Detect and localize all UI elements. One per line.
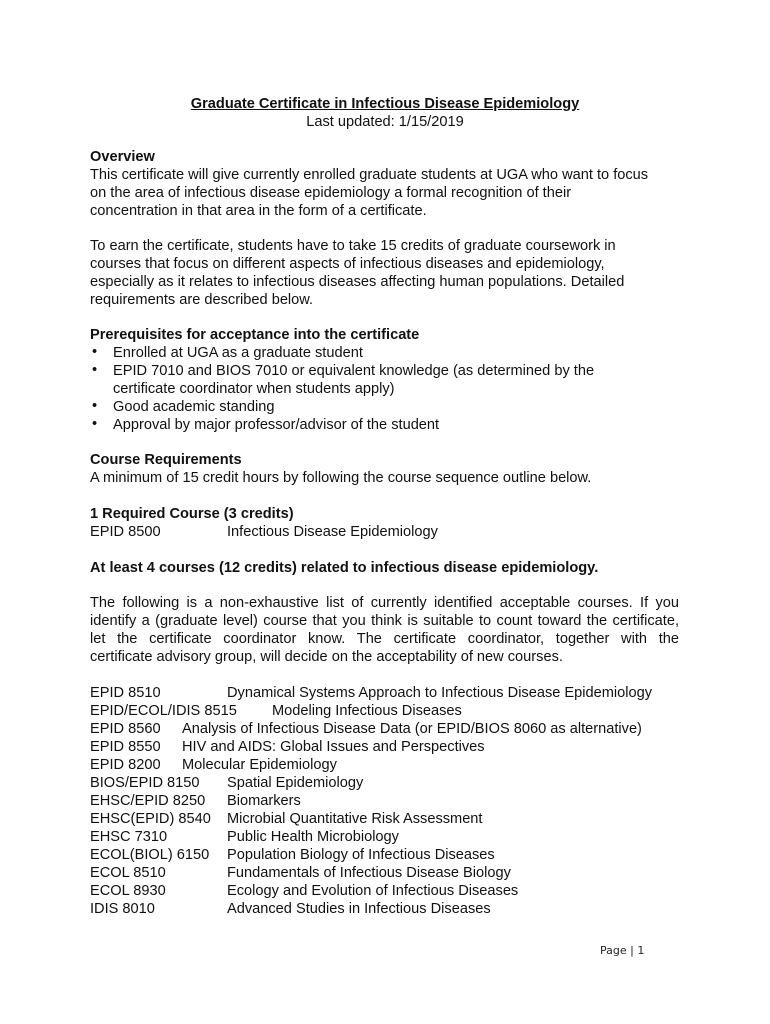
course-name: Fundamentals of Infectious Disease Biology [227, 865, 511, 881]
course-name: Spatial Epidemiology [227, 775, 364, 791]
overview-p2-line: courses that focus on different aspects of infectious diseases and epidemiology, [90, 256, 605, 272]
overview-p2-line: requirements are described below. [90, 292, 314, 308]
prerequisite-item: Enrolled at UGA as a graduate student [113, 345, 363, 361]
overview-p1-line: This certificate will give currently enrolled graduate students at UGA who want to focus [90, 167, 649, 183]
prerequisite-item: Approval by major professor/advisor of the student [113, 417, 440, 433]
prerequisite-item: EPID 7010 and BIOS 7010 or equivalent knowledge (as determined by the [113, 363, 595, 379]
electives-intro-line: The following is a non-exhaustive list of currently identified acceptable courses. If you [90, 595, 679, 611]
course-code: ECOL 8510 [90, 865, 166, 881]
overview-p2-line: To earn the certificate, students have to take 15 credits of graduate coursework in [90, 238, 616, 254]
bullet-icon: • [92, 398, 98, 414]
bullet-icon: • [92, 362, 98, 378]
course-code: ECOL(BIOL) 6150 [90, 847, 210, 863]
electives-intro-line: identify a (graduate level) course that you think is suitable to count toward the certificate, [90, 613, 679, 629]
course-code: EHSC 7310 [90, 829, 168, 845]
prerequisite-item-continued: certificate coordinator when students apply) [113, 381, 395, 397]
required-course-heading: 1 Required Course (3 credits) [90, 506, 294, 522]
electives-heading: At least 4 courses (12 credits) related to infectious disease epidemiology. [90, 560, 599, 576]
course-name: Advanced Studies in Infectious Diseases [227, 901, 491, 917]
bullet-icon: • [92, 416, 98, 432]
electives-intro-line: let the certificate coordinator know. The certificate coordinator, together with the [90, 631, 679, 647]
required-course-name: Infectious Disease Epidemiology [227, 524, 438, 540]
course-name: Ecology and Evolution of Infectious Diseases [227, 883, 519, 899]
overview-p1-line: concentration in that area in the form of a certificate. [90, 203, 427, 219]
course-name: Microbial Quantitative Risk Assessment [227, 811, 483, 827]
course-code: EHSC/EPID 8250 [90, 793, 206, 809]
electives-intro-line: certificate advisory group, will decide on the acceptability of new courses. [90, 649, 563, 665]
course-code: ECOL 8930 [90, 883, 166, 899]
bullet-icon: • [92, 344, 98, 360]
last-updated: Last updated: 1/15/2019 [306, 114, 464, 130]
course-code: EPID 8560 [90, 721, 161, 737]
course-code: IDIS 8010 [90, 901, 155, 917]
course-name: Modeling Infectious Diseases [272, 703, 462, 719]
course-code: EHSC(EPID) 8540 [90, 811, 211, 827]
required-course-code: EPID 8500 [90, 524, 161, 540]
prerequisites-heading: Prerequisites for acceptance into the certificate [90, 327, 420, 343]
course-code: EPID/ECOL/IDIS 8515 [90, 703, 237, 719]
course-code: EPID 8200 [90, 757, 161, 773]
course-code: EPID 8510 [90, 685, 161, 701]
overview-heading: Overview [90, 149, 155, 165]
page-number: Page | 1 [600, 944, 645, 957]
course-code: BIOS/EPID 8150 [90, 775, 200, 791]
course-name: Public Health Microbiology [227, 829, 399, 845]
prerequisite-item: Good academic standing [113, 399, 275, 415]
course-name: Molecular Epidemiology [182, 757, 337, 773]
course-code: EPID 8550 [90, 739, 161, 755]
overview-p1-line: on the area of infectious disease epidemiology a formal recognition of their [90, 185, 572, 201]
course-name: Dynamical Systems Approach to Infectious Disease Epidemiology [227, 685, 653, 701]
course-name: Biomarkers [227, 793, 301, 809]
course-requirements-heading: Course Requirements [90, 452, 242, 468]
course-requirements-text: A minimum of 15 credit hours by following the course sequence outline below. [90, 470, 592, 486]
course-name: Analysis of Infectious Disease Data (or EPID/BIOS 8060 as alternative) [182, 721, 642, 737]
course-name: HIV and AIDS: Global Issues and Perspectives [182, 739, 485, 755]
overview-p2-line: especially as it relates to infectious diseases affecting human populations. Detailed [90, 274, 625, 290]
course-name: Population Biology of Infectious Diseases [227, 847, 495, 863]
document-title: Graduate Certificate in Infectious Disease Epidemiology [190, 96, 580, 112]
